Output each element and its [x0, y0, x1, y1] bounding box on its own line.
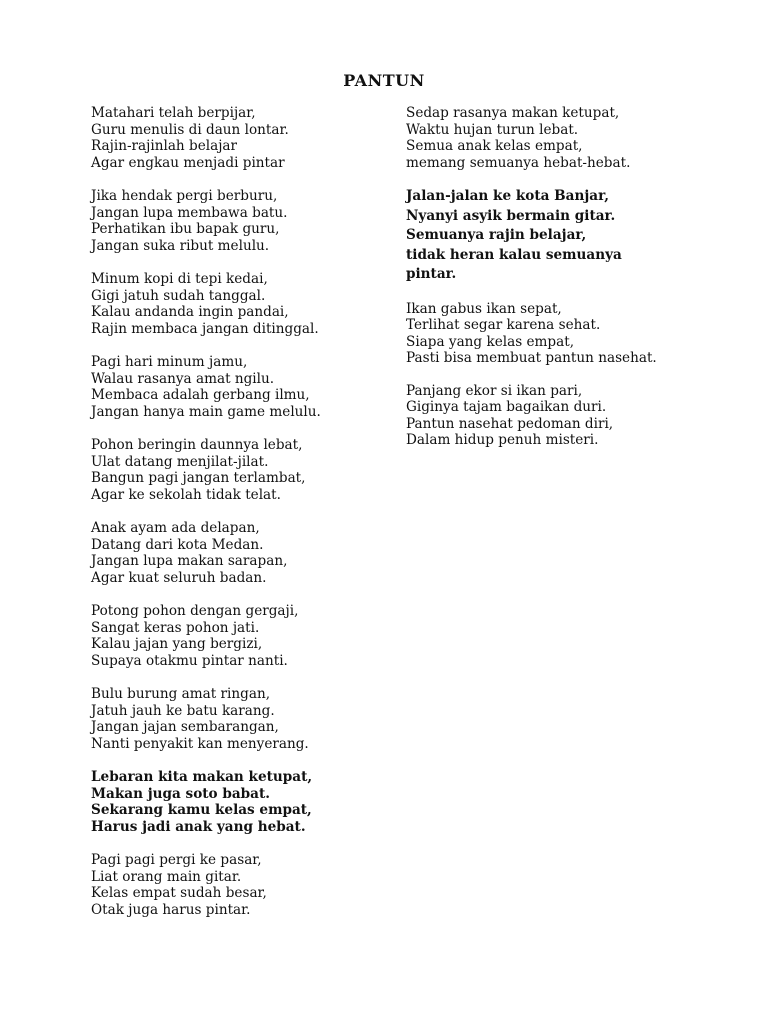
pantun-line: Semua anak kelas empat,: [406, 138, 583, 154]
pantun-line: Jika hendak pergi berburu,: [91, 188, 278, 204]
page-title: PANTUN: [343, 71, 425, 90]
pantun-stanza: [91, 437, 391, 503]
pantun-stanza: [91, 354, 391, 420]
pantun-line: Jangan suka ribut melulu.: [91, 237, 270, 254]
pantun-line: Otak juga harus pintar.: [91, 901, 251, 918]
pantun-stanza: [91, 520, 391, 586]
pantun-line: Siapa yang kelas empat,: [406, 333, 575, 350]
pantun-line: Lebaran kita makan ketupat,: [91, 769, 313, 785]
pantun-line: Gigi jatuh sudah tanggal.: [91, 287, 266, 304]
pantun-line: Pantun nasehat pedoman diri,: [406, 415, 614, 432]
pantun-stanza: [91, 686, 391, 752]
pantun-line: Liat orang main gitar.: [91, 868, 242, 885]
pantun-line: Harus jadi anak yang hebat.: [91, 818, 306, 835]
pantun-line: Pagi pagi pergi ke pasar,: [91, 852, 262, 868]
pantun-line: Datang dari kota Medan.: [91, 536, 264, 553]
left-column: [91, 105, 391, 935]
pantun-line: Rajin membaca jangan ditinggal.: [91, 320, 319, 337]
pantun-line: pintar.: [406, 266, 457, 282]
pantun-line: Bangun pagi jangan terlambat,: [91, 470, 306, 486]
pantun-line: Supaya otakmu pintar nanti.: [91, 652, 288, 669]
pantun-line: Pagi hari minum jamu,: [91, 354, 248, 370]
pantun-line: Pohon beringin daunnya lebat,: [91, 437, 303, 453]
pantun-line: Walau rasanya amat ngilu.: [91, 370, 275, 387]
pantun-line: Giginya tajam bagaikan duri.: [406, 399, 607, 415]
pantun-line: Agar kuat seluruh badan.: [91, 569, 267, 586]
pantun-line: Nanti penyakit kan menyerang.: [91, 735, 309, 752]
pantun-line: Waktu hujan turun lebat.: [406, 121, 579, 138]
pantun-line: Makan juga soto babat.: [91, 785, 270, 802]
pantun-line: Jangan hanya main game melulu.: [91, 403, 321, 420]
pantun-line: Minum kopi di tepi kedai,: [91, 271, 268, 287]
pantun-line: Agar engkau menjadi pintar: [91, 154, 285, 171]
pantun-line: Matahari telah berpijar,: [91, 105, 256, 121]
pantun-line: Terlihat segar karena sehat.: [406, 317, 601, 333]
pantun-line: Kalau jajan yang bergizi,: [91, 636, 263, 652]
pantun-line: Jangan jajan sembarangan,: [91, 719, 279, 735]
right-column: [406, 105, 706, 465]
pantun-line: Membaca adalah gerbang ilmu,: [91, 387, 310, 403]
pantun-stanza: [91, 769, 391, 835]
pantun-line: Jangan lupa membawa batu.: [91, 204, 288, 221]
pantun-line: Bulu burung amat ringan,: [91, 686, 271, 702]
pantun-line: Jatuh jauh ke batu karang.: [91, 702, 275, 719]
pantun-line: Nyanyi asyik bermain gitar.: [406, 207, 616, 224]
pantun-stanza: [91, 271, 391, 337]
pantun-stanza: [406, 301, 706, 367]
pantun-stanza: [91, 105, 391, 171]
pantun-line: Ikan gabus ikan sepat,: [406, 300, 562, 317]
pantun-line: Kelas empat sudah besar,: [91, 885, 267, 901]
pantun-line: Rajin-rajinlah belajar: [91, 138, 238, 154]
pantun-line: Kalau andanda ingin pandai,: [91, 304, 289, 320]
pantun-line: Panjang ekor si ikan pari,: [406, 382, 583, 399]
pantun-stanza: [406, 105, 706, 171]
pantun-line: Semuanya rajin belajar,: [406, 227, 587, 243]
pantun-line: Sekarang kamu kelas empat,: [91, 802, 312, 818]
pantun-line: Pasti bisa membuat pantun nasehat.: [406, 350, 657, 366]
pantun-stanza: [91, 603, 391, 669]
pantun-line: Jalan-jalan ke kota Banjar,: [406, 188, 609, 204]
pantun-line: Potong pohon dengan gergaji,: [91, 603, 299, 619]
pantun-line: Ulat datang menjilat-jilat.: [91, 453, 269, 470]
pantun-stanza: [91, 852, 391, 918]
pantun-stanza: [406, 383, 706, 449]
pantun-line: Sedap rasanya makan ketupat,: [406, 105, 620, 121]
pantun-stanza: [91, 188, 391, 254]
pantun-line: Perhatikan ibu bapak guru,: [91, 221, 280, 237]
pantun-line: Anak ayam ada delapan,: [91, 520, 260, 536]
pantun-line: Sangat keras pohon jati.: [91, 619, 260, 636]
pantun-line: Agar ke sekolah tidak telat.: [91, 486, 281, 503]
pantun-stanza: [406, 187, 706, 285]
pantun-line: memang semuanya hebat-hebat.: [406, 154, 631, 171]
pantun-line: Guru menulis di daun lontar.: [91, 121, 289, 138]
pantun-line: tidak heran kalau semuanya: [406, 246, 622, 263]
pantun-line: Jangan lupa makan sarapan,: [91, 553, 288, 569]
pantun-line: Dalam hidup penuh misteri.: [406, 432, 599, 448]
